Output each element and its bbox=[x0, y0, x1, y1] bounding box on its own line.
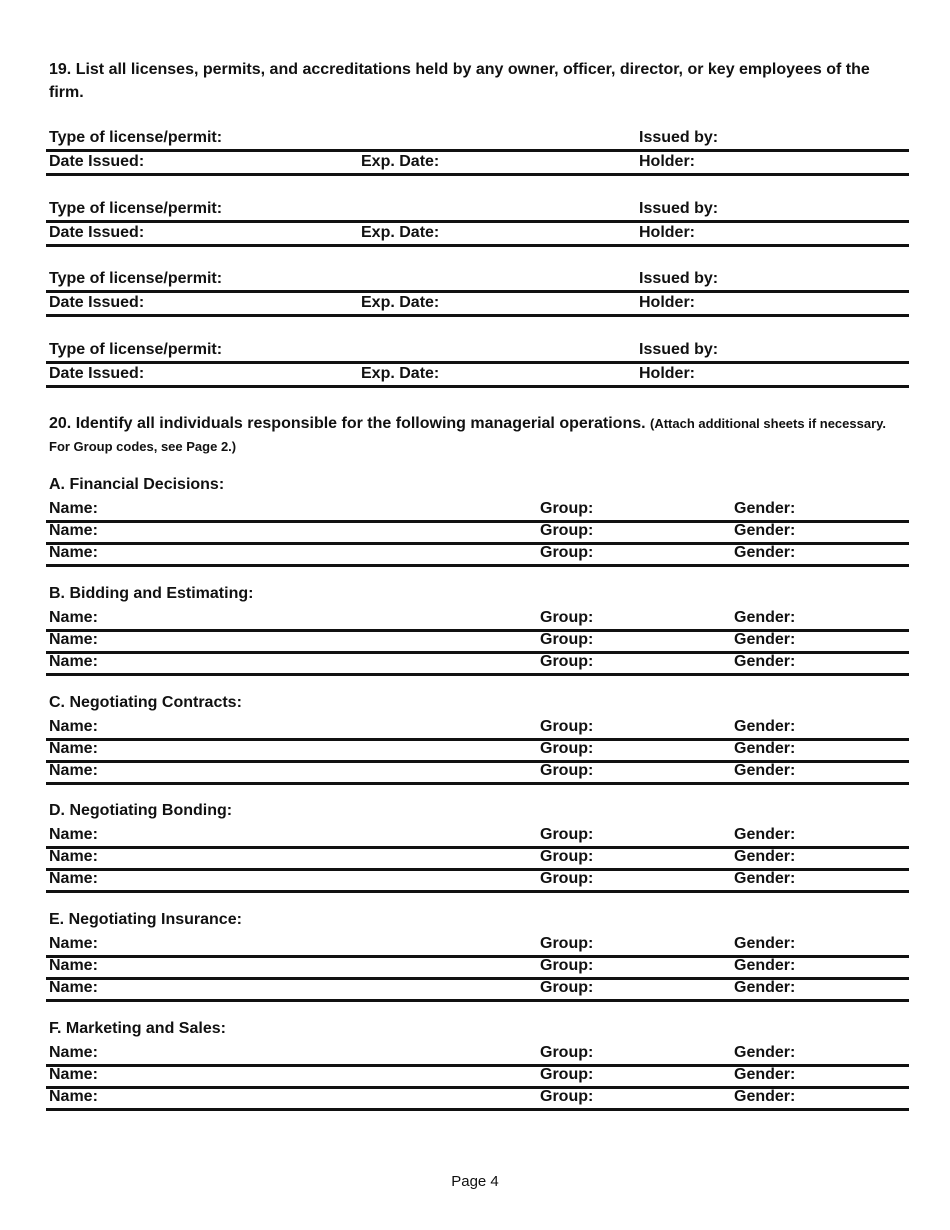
group-label: Group: bbox=[540, 608, 594, 626]
date-issued-label: Date Issued: bbox=[49, 153, 145, 170]
group-label: Group: bbox=[540, 826, 594, 844]
group-label: Group: bbox=[540, 848, 594, 866]
name-label: Name: bbox=[49, 1088, 98, 1105]
holder-label: Holder: bbox=[639, 153, 695, 170]
name-row[interactable] bbox=[46, 759, 909, 785]
name-label: Name: bbox=[49, 652, 98, 670]
name-row[interactable] bbox=[46, 650, 909, 676]
name-row[interactable] bbox=[46, 976, 909, 1002]
section-heading: B. Bidding and Estimating: bbox=[49, 584, 254, 602]
group-label: Group: bbox=[540, 935, 594, 953]
gender-label: Gender: bbox=[734, 761, 796, 779]
gender-label: Gender: bbox=[734, 544, 796, 561]
issued-by-label: Issued by: bbox=[639, 270, 719, 287]
name-label: Name: bbox=[49, 1044, 98, 1061]
name-label: Name: bbox=[49, 979, 98, 997]
license-type-row[interactable] bbox=[46, 197, 909, 223]
name-row[interactable] bbox=[46, 1085, 909, 1111]
holder-label: Holder: bbox=[639, 294, 695, 311]
gender-label: Gender: bbox=[734, 500, 796, 517]
name-label: Name: bbox=[49, 935, 98, 953]
gender-label: Gender: bbox=[734, 1066, 796, 1083]
holder-label: Holder: bbox=[639, 364, 695, 382]
question-20-note: (Attach additional sheets if necessary. For Group codes, see Page 2.) bbox=[49, 416, 887, 454]
exp-date-label: Exp. Date: bbox=[361, 364, 440, 382]
name-label: Name: bbox=[49, 826, 98, 844]
group-label: Group: bbox=[540, 500, 594, 517]
group-label: Group: bbox=[540, 957, 594, 975]
license-type-label: Type of license/permit: bbox=[49, 270, 223, 287]
license-date-row[interactable] bbox=[46, 221, 909, 247]
name-label: Name: bbox=[49, 870, 98, 888]
section-heading: A. Financial Decisions: bbox=[49, 476, 225, 493]
group-label: Group: bbox=[540, 522, 594, 539]
name-row[interactable] bbox=[46, 541, 909, 567]
name-row[interactable] bbox=[46, 867, 909, 893]
date-issued-label: Date Issued: bbox=[49, 364, 145, 382]
name-label: Name: bbox=[49, 544, 98, 561]
date-issued-label: Date Issued: bbox=[49, 294, 145, 311]
gender-label: Gender: bbox=[734, 1088, 796, 1105]
license-date-row[interactable] bbox=[46, 362, 909, 388]
group-label: Group: bbox=[540, 761, 594, 779]
name-label: Name: bbox=[49, 717, 98, 735]
license-type-row[interactable] bbox=[46, 267, 909, 293]
issued-by-label: Issued by: bbox=[639, 129, 719, 146]
gender-label: Gender: bbox=[734, 608, 796, 626]
gender-label: Gender: bbox=[734, 652, 796, 670]
exp-date-label: Exp. Date: bbox=[361, 294, 440, 311]
question-19: 19. List all licenses, permits, and accreditations held by any owner, officer, director, or key employees of the firm. bbox=[49, 61, 870, 101]
gender-label: Gender: bbox=[734, 1044, 796, 1061]
section-heading: E. Negotiating Insurance: bbox=[49, 911, 242, 929]
group-label: Group: bbox=[540, 739, 594, 757]
license-type-row[interactable] bbox=[46, 126, 909, 152]
name-label: Name: bbox=[49, 848, 98, 866]
section-heading: F. Marketing and Sales: bbox=[49, 1020, 226, 1037]
section-heading: D. Negotiating Bonding: bbox=[49, 802, 233, 820]
exp-date-label: Exp. Date: bbox=[361, 223, 440, 241]
group-label: Group: bbox=[540, 870, 594, 888]
license-type-label: Type of license/permit: bbox=[49, 199, 223, 217]
name-label: Name: bbox=[49, 522, 98, 539]
gender-label: Gender: bbox=[734, 935, 796, 953]
group-label: Group: bbox=[540, 544, 594, 561]
gender-label: Gender: bbox=[734, 522, 796, 539]
name-label: Name: bbox=[49, 957, 98, 975]
name-label: Name: bbox=[49, 761, 98, 779]
question-20-text: 20. Identify all individuals responsible for the following managerial operations. bbox=[49, 415, 646, 432]
gender-label: Gender: bbox=[734, 979, 796, 997]
group-label: Group: bbox=[540, 652, 594, 670]
gender-label: Gender: bbox=[734, 630, 796, 648]
exp-date-label: Exp. Date: bbox=[361, 153, 440, 170]
gender-label: Gender: bbox=[734, 870, 796, 888]
license-type-label: Type of license/permit: bbox=[49, 340, 223, 358]
name-label: Name: bbox=[49, 608, 98, 626]
page-number: Page 4 bbox=[451, 1173, 499, 1190]
license-date-row[interactable] bbox=[46, 150, 909, 176]
group-label: Group: bbox=[540, 717, 594, 735]
gender-label: Gender: bbox=[734, 957, 796, 975]
gender-label: Gender: bbox=[734, 739, 796, 757]
license-type-row[interactable] bbox=[46, 338, 909, 364]
holder-label: Holder: bbox=[639, 223, 695, 241]
question-20 bbox=[49, 412, 899, 458]
group-label: Group: bbox=[540, 1088, 594, 1105]
section-heading: C. Negotiating Contracts: bbox=[49, 693, 242, 711]
issued-by-label: Issued by: bbox=[639, 199, 719, 217]
group-label: Group: bbox=[540, 630, 594, 648]
gender-label: Gender: bbox=[734, 848, 796, 866]
gender-label: Gender: bbox=[734, 826, 796, 844]
issued-by-label: Issued by: bbox=[639, 340, 719, 358]
group-label: Group: bbox=[540, 979, 594, 997]
gender-label: Gender: bbox=[734, 717, 796, 735]
date-issued-label: Date Issued: bbox=[49, 223, 145, 241]
name-label: Name: bbox=[49, 630, 98, 648]
group-label: Group: bbox=[540, 1044, 594, 1061]
name-label: Name: bbox=[49, 739, 98, 757]
license-type-label: Type of license/permit: bbox=[49, 129, 223, 146]
group-label: Group: bbox=[540, 1066, 594, 1083]
name-label: Name: bbox=[49, 500, 98, 517]
license-date-row[interactable] bbox=[46, 291, 909, 317]
name-label: Name: bbox=[49, 1066, 98, 1083]
